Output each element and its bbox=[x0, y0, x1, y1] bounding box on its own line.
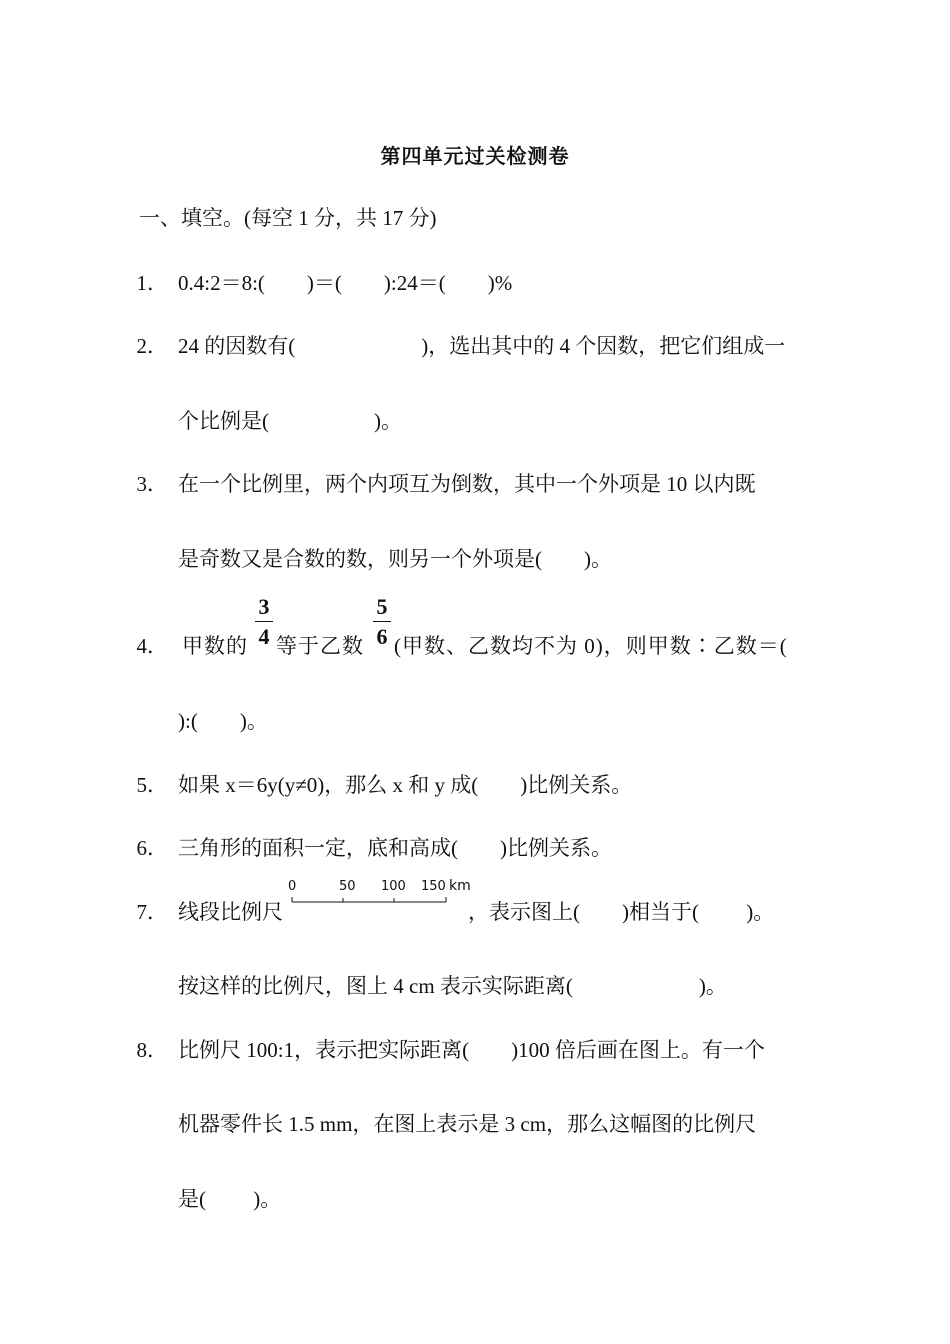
question-4-line-2: ):( )。 bbox=[178, 709, 268, 733]
question-3-line-1: 在一个比例里，两个内项互为倒数，其中一个外项是 10 以内既 bbox=[178, 472, 756, 496]
question-7-part-b: ，表示图上( )相当于( )。 bbox=[468, 900, 775, 924]
question-6-text: 三角形的面积一定，底和高成( )比例关系。 bbox=[178, 836, 612, 860]
question-2-line-2: 个比例是( )。 bbox=[178, 409, 402, 433]
question-number-1: 1． bbox=[136, 271, 168, 295]
fraction-numerator: 3 bbox=[258, 594, 270, 619]
fraction-five-sixths bbox=[373, 594, 391, 650]
fraction-bar bbox=[255, 621, 273, 622]
question-2-line-1: 24 的因数有( )，选出其中的 4 个因数，把它们组成一 bbox=[178, 334, 786, 358]
scale-label-150: 150 bbox=[421, 879, 446, 894]
question-number-4: 4． bbox=[136, 634, 168, 658]
section-heading: 一、填空。(每空 1 分，共 17 分) bbox=[139, 206, 437, 230]
question-7-part-a: 线段比例尺 bbox=[178, 900, 283, 924]
scale-label-100: 100 bbox=[381, 879, 406, 894]
fraction-numerator: 5 bbox=[376, 594, 388, 619]
fraction-three-quarters bbox=[255, 594, 273, 650]
question-number-2: 2． bbox=[136, 334, 168, 358]
scale-bar-line bbox=[288, 876, 478, 912]
question-number-5: 5． bbox=[136, 773, 168, 797]
question-number-3: 3． bbox=[136, 472, 168, 496]
question-4-part-a: 甲数的 bbox=[182, 634, 248, 658]
question-8-line-2: 机器零件长 1.5 mm，在图上表示是 3 cm，那么这幅图的比例尺 bbox=[178, 1112, 757, 1136]
question-number-6: 6． bbox=[136, 836, 168, 860]
scale-label-0: 0 bbox=[288, 879, 297, 894]
question-8-line-1: 比例尺 100:1，表示把实际距离( )100 倍后画在图上。有一个 bbox=[178, 1038, 765, 1062]
question-number-8: 8． bbox=[136, 1038, 168, 1062]
question-number-7: 7． bbox=[136, 900, 168, 924]
scale-bar bbox=[288, 876, 478, 912]
question-1-text: 0.4:2＝8:( )＝( ):24＝( )% bbox=[178, 271, 513, 295]
question-7-line-2: 按这样的比例尺，图上 4 cm 表示实际距离( )。 bbox=[178, 974, 727, 998]
scale-label-50: 50 bbox=[339, 879, 356, 894]
question-3-line-2: 是奇数又是合数的数，则另一个外项是( )。 bbox=[178, 547, 612, 571]
page-title: 第四单元过关检测卷 bbox=[380, 146, 570, 168]
fraction-denominator: 4 bbox=[258, 624, 270, 649]
question-4-part-c: (甲数、乙数均不为 0)，则甲数∶乙数＝( bbox=[394, 634, 788, 658]
question-5-text: 如果 x＝6y(y≠0)，那么 x 和 y 成( )比例关系。 bbox=[178, 773, 633, 797]
fraction-bar bbox=[373, 621, 391, 622]
fraction-denominator: 6 bbox=[376, 624, 388, 649]
question-8-line-3: 是( )。 bbox=[178, 1187, 282, 1211]
scale-unit: km bbox=[449, 878, 471, 894]
question-4-part-b: 等于乙数 bbox=[276, 634, 364, 658]
